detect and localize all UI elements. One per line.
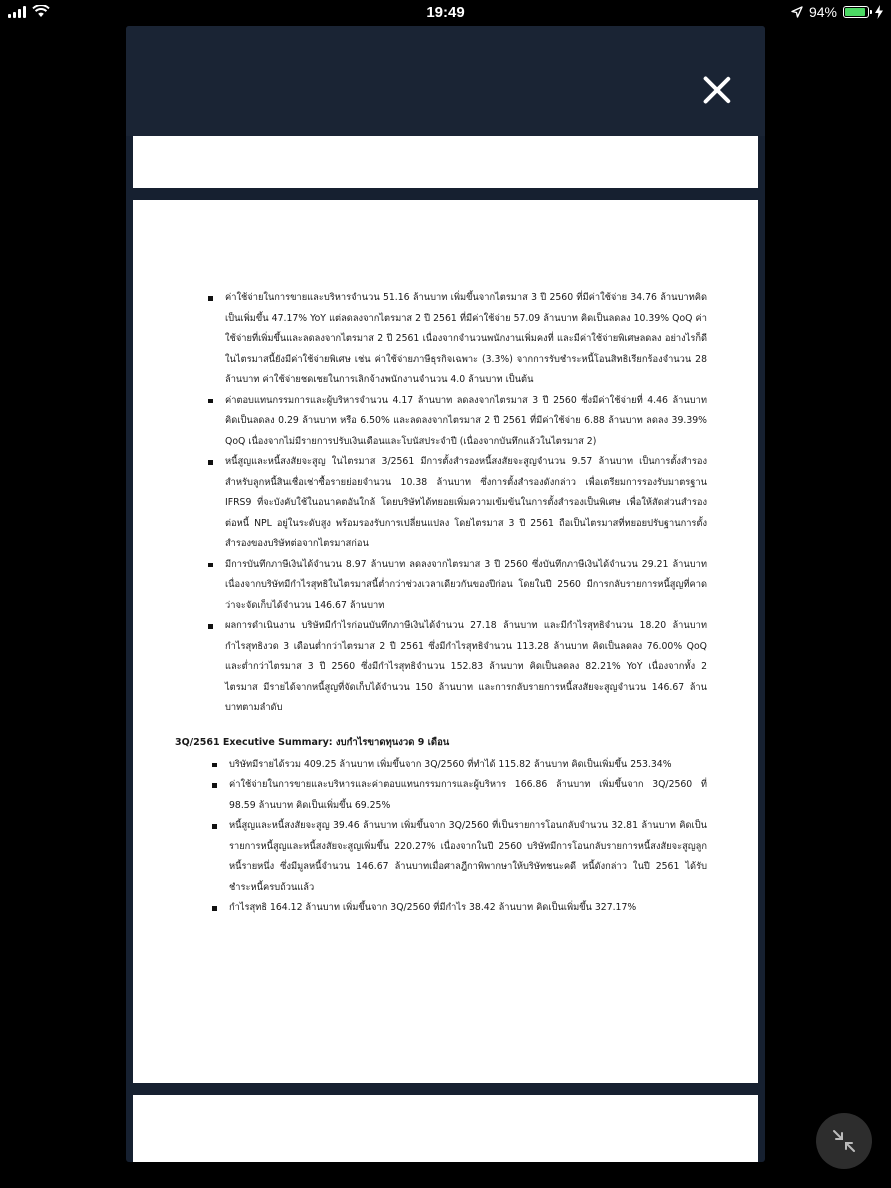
document-content	[175, 288, 707, 919]
current-page[interactable]	[133, 200, 758, 1083]
list-item: มีการบันทึกภาษีเงินได้จำนวน 8.97 ล้านบาท ลดลงจากไตรมาส 3 ปี 2560 ซึ่งบันทึกภาษีเงินได้จำนวน 29.21 ล้านบาท เนื่องจากบริษัทมีกำไรสุทธิในไตรมาสนี้ต่ำกว่าช่วงเวลาเดียวกันของปีก่อน โดยในปี 2560 มีการกลับรายการหนี้สูญที่คาดว่าจะจัดเก็บได้จำนวน 146.67 ล้านบาท	[192, 555, 707, 617]
battery-icon	[843, 6, 869, 18]
list-item: ผลการดำเนินงาน บริษัทมีกำไรก่อนบันทึกภาษีเงินได้จำนวน 27.18 ล้านบาท และมีกำไรสุทธิจำนวน 18.20 ล้านบาท กำไรสุทธิงวด 3 เดือนต่ำกว่าไตรมาส 2 ปี 2561 ซึ่งมีกำไรสุทธิจำนวน 113.28 ล้านบาท คิดเป็นลดลง 76.00% QoQ และต่ำกว่าไตรมาส 3 ปี 2560 ซึ่งมีกำไรสุทธิจำนวน 152.83 ล้านบาท คิดเป็นลดลง 82.21% YoY เนื่องจากทั้ง 2 ไตรมาส มีรายได้จากหนี้สูญที่จัดเก็บได้จำนวน 150 ล้านบาท และการกลับรายการหนี้สงสัยจะสูญจำนวน 146.67 ล้านบาทตามลำดับ	[192, 616, 707, 719]
document-viewer	[126, 26, 765, 1162]
list-item: ค่าตอบแทนกรรมการและผู้บริหารจำนวน 4.17 ล้านบาท ลดลงจากไตรมาส 3 ปี 2560 ซึ่งมีค่าใช้จ่ายที่ 4.46 ล้านบาท คิดเป็นลดลง 0.29 ล้านบาท หรือ 6.50% และลดลงจากไตรมาส 2 ปี 2561 ที่มีค่าใช้จ่าย 6.88 ล้านบาท ลดลง 39.39% QoQ เนื่องจากไม่มีรายการปรับเงินเดือนและโบนัสประจำปี (เนื่องจากบันทึกแล้วในไตรมาส 2)	[192, 391, 707, 453]
location-arrow-icon	[791, 6, 803, 18]
status-right	[791, 4, 883, 20]
viewer-header	[126, 26, 765, 136]
status-bar	[0, 0, 891, 26]
section-heading: 3Q/2561 Executive Summary: งบกำไรขาดทุนงวด 9 เดือน	[175, 736, 450, 748]
charging-bolt-icon	[875, 5, 883, 19]
list-item: ค่าใช้จ่ายในการขายและบริหารและค่าตอบแทนกรรมการและผู้บริหาร 166.86 ล้านบาท เพิ่มขึ้นจาก 3Q/2560 ที่ 98.59 ล้านบาท คิดเป็นเพิ่มขึ้น 69.25%	[192, 775, 707, 816]
previous-page[interactable]	[133, 136, 758, 188]
list-item: หนี้สูญและหนี้สงสัยจะสูญ ในไตรมาส 3/2561 มีการตั้งสำรองหนี้สงสัยจะสูญจำนวน 9.57 ล้านบาท เป็นการตั้งสำรองสำหรับลูกหนี้สินเชื่อเช่าซื้อรายย่อยจำนวน 10.38 ล้านบาท ซึ่งการตั้งสำรองดังกล่าว เพื่อเตรียมการรองรับมาตรฐาน IFRS9 ที่จะบังคับใช้ในอนาคตอันใกล้ โดยบริษัทได้ทยอยเพิ่มความเข้มข้นในการตั้งสำรองเป็นพิเศษ เพื่อให้สัดส่วนสำรองต่อหนี้ NPL อยู่ในระดับสูง พร้อมรองรับการเปลี่ยนแปลง โดยไตรมาส 3 ปี 2561 ถือเป็นไตรมาสที่ทยอยปรับฐานการตั้งสำรองของบริษัทต่อจากไตรมาสก่อน	[192, 452, 707, 555]
list-item: หนี้สูญและหนี้สงสัยจะสูญ 39.46 ล้านบาท เพิ่มขึ้นจาก 3Q/2560 ที่เป็นรายการโอนกลับจำนวน 32.81 ล้านบาท คิดเป็นรายการหนี้สูญและหนี้สงสัยจะสูญเพิ่มขึ้น 220.27% เนื่องจากในปี 2560 บริษัทมีการโอนกลับรายการหนี้สงสัยจะสูญลูกหนี้รายหนึ่ง ซึ่งมีมูลหนี้จำนวน 146.67 ล้านบาทเมื่อศาลฎีกาพิพากษาให้บริษัทชนะคดี หนี้ดังกล่าว ในปี 2561 ได้รับชำระหนี้ครบถ้วนแล้ว	[192, 816, 707, 898]
battery-level-fill	[845, 8, 865, 16]
battery-percentage: 94%	[808, 4, 837, 20]
list-item: บริษัทมีรายได้รวม 409.25 ล้านบาท เพิ่มขึ้นจาก 3Q/2560 ที่ทำได้ 115.82 ล้านบาท คิดเป็นเพิ่มขึ้น 253.34%	[192, 755, 707, 776]
summary-list	[192, 755, 707, 919]
status-time: 19:49	[426, 4, 465, 21]
minimize-arrows-icon	[832, 1129, 856, 1153]
list-item: ค่าใช้จ่ายในการขายและบริหารจำนวน 51.16 ล้านบาท เพิ่มขึ้นจากไตรมาส 3 ปี 2560 ที่มีค่าใช้จ่าย 34.76 ล้านบาทคิดเป็นเพิ่มขึ้น 47.17% YoY แต่ลดลงจากไตรมาส 2 ปี 2561 ที่มีค่าใช้จ่าย 57.09 ล้านบาท คิดเป็นลดลง 10.39% QoQ ค่าใช้จ่ายที่เพิ่มขึ้นและลดลงจากไตรมาส 2 ปี 2561 เนื่องจากจำนวนพนักงานเพิ่มคงที่ และมีค่าใช้จ่ายพิเศษลดลง อย่างไรก็ดีในไตรมาสนี้ยังมีค่าใช้จ่ายพิเศษ เช่น ค่าใช้จ่ายภาษีธุรกิจเฉพาะ (3.3%) จากการรับชำระหนี้โอนสิทธิเรียกร้องจำนวน 28 ล้านบาท ค่าใช้จ่ายชดเชยในการเลิกจ้างพนักงานจำนวน 4.0 ล้านบาท เป็นต้น	[192, 288, 707, 391]
list-item: กำไรสุทธิ 164.12 ล้านบาท เพิ่มขึ้นจาก 3Q/2560 ที่มีกำไร 38.42 ล้านบาท คิดเป็นเพิ่มขึ้น 327.17%	[192, 898, 707, 919]
next-page[interactable]	[133, 1095, 758, 1162]
close-icon[interactable]	[698, 72, 736, 110]
bullet-list	[192, 288, 707, 719]
minimize-button[interactable]	[816, 1113, 872, 1169]
